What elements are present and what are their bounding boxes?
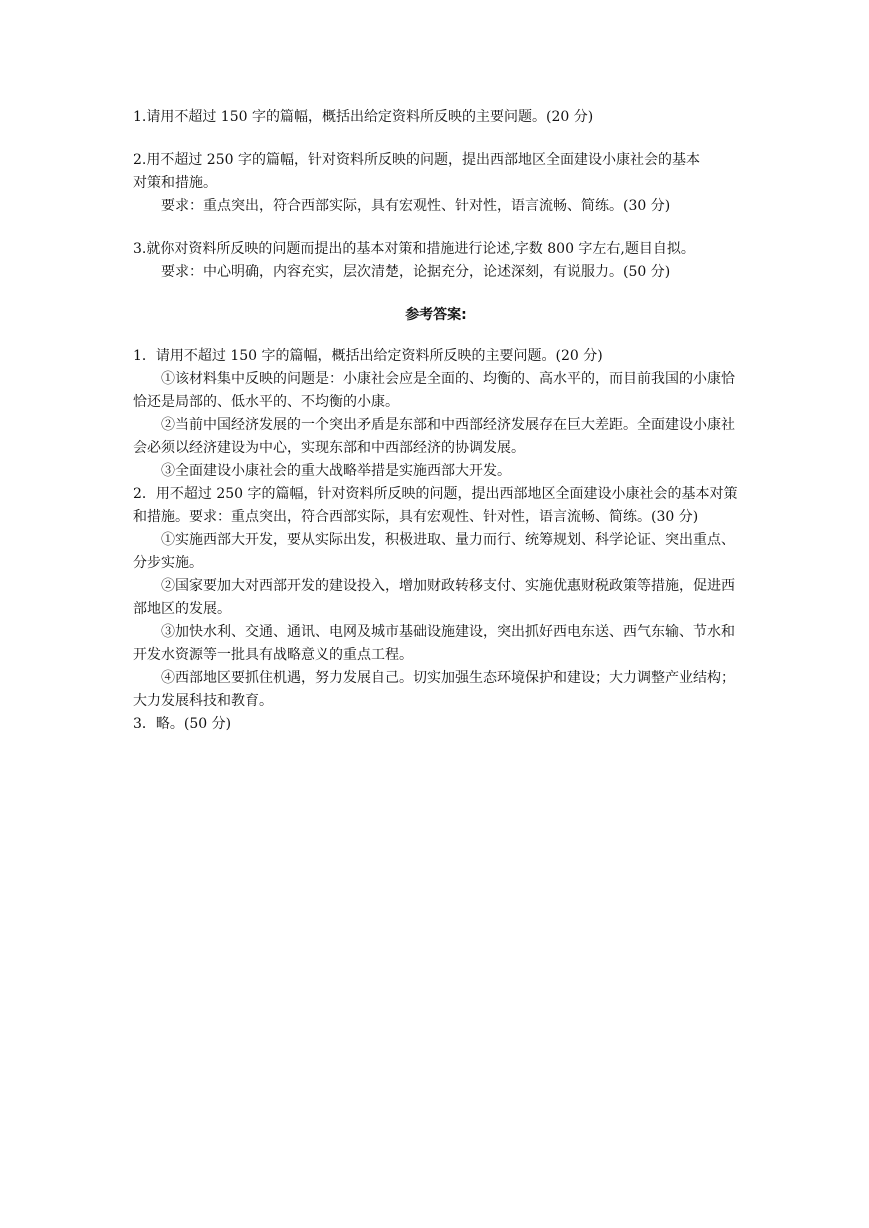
answer-2 xyxy=(133,483,739,713)
answer-3 xyxy=(133,713,739,736)
question-3-text: 3.就你对资料所反映的问题而提出的基本对策和措施进行论述,字数 800 字左右,题目自拟。 xyxy=(133,241,695,257)
question-2 xyxy=(133,149,739,218)
answer-1 xyxy=(133,345,739,483)
answer-1-point-2: ②当前中国经济发展的一个突出矛盾是东部和中西部经济发展存在巨大差距。全面建设小康社会必须以经济建设为中心，实现东部和中西部经济的协调发展。 xyxy=(133,417,735,456)
question-2-requirement: 要求：重点突出，符合西部实际，具有宏观性、针对性，语言流畅、简练。(30 分) xyxy=(161,198,671,214)
answer-1-point-3: ③全面建设小康社会的重大战略举措是实施西部大开发。 xyxy=(161,463,511,479)
answer-2-point-2: ②国家要加大对西部开发的建设投入，增加财政转移支付、实施优惠财税政策等措施，促进西部地区的发展。 xyxy=(133,578,735,617)
answer-1-heading: 1．请用不超过 150 字的篇幅，概括出给定资料所反映的主要问题。(20 分) xyxy=(133,348,603,364)
answer-2-heading: 2．用不超过 250 字的篇幅，针对资料所反映的问题，提出西部地区全面建设小康社会的基本对策和措施。要求：重点突出，符合西部实际，具有宏观性、针对性，语言流畅、简练。(30 分) xyxy=(133,486,738,525)
document-content xyxy=(133,106,739,736)
question-1-text: 1.请用不超过 150 字的篇幅，概括出给定资料所反映的主要问题。(20 分) xyxy=(133,109,594,125)
answer-1-point-1: ①该材料集中反映的问题是：小康社会应是全面的、均衡的、高水平的，而目前我国的小康恰恰还是局部的、低水平的、不均衡的小康。 xyxy=(133,371,735,410)
question-1 xyxy=(133,106,739,129)
answer-2-point-4: ④西部地区要抓住机遇，努力发展自己。切实加强生态环境保护和建设；大力调整产业结构；大力发展科技和教育。 xyxy=(133,670,735,709)
answer-section-title: 参考答案: xyxy=(405,307,467,323)
question-3 xyxy=(133,238,739,284)
question-3-requirement: 要求：中心明确，内容充实，层次清楚，论据充分，论述深刻，有说服力。(50 分) xyxy=(161,264,671,280)
answer-2-point-3: ③加快水利、交通、通讯、电网及城市基础设施建设，突出抓好西电东送、西气东输、节水和开发水资源等一批具有战略意义的重点工程。 xyxy=(133,624,735,663)
question-2-text-line1: 2.用不超过 250 字的篇幅，针对资料所反映的问题，提出西部地区全面建设小康社会的基本 xyxy=(133,152,700,168)
answer-2-point-1: ①实施西部大开发，要从实际出发，积极进取、量力而行、统筹规划、科学论证、突出重点、分步实施。 xyxy=(133,532,735,571)
question-2-text-line2: 对策和措施。 xyxy=(133,175,217,191)
answer-3-heading: 3．略。(50 分) xyxy=(133,716,232,732)
